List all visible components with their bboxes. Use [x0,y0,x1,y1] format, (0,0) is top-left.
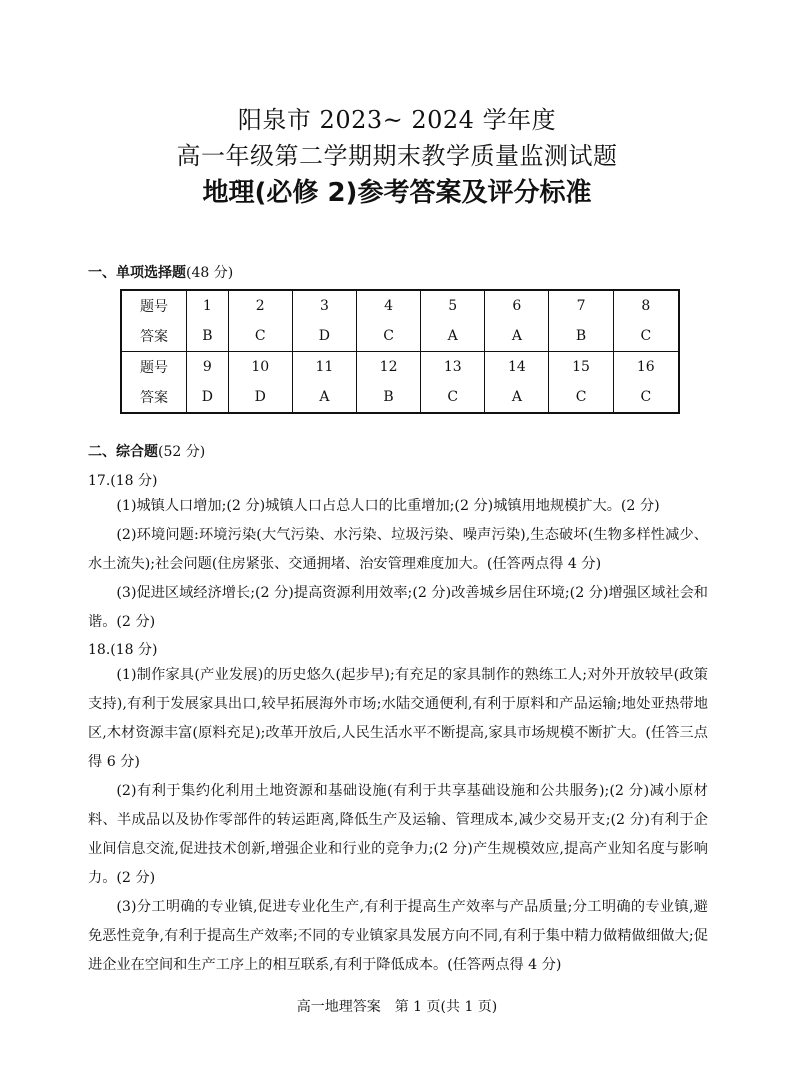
answer-cell: C [228,321,292,352]
question-number: 10 [228,352,292,383]
question-number: 16 [613,352,679,383]
exam-title: 高一年级第二学期期末教学质量监测试题 [176,142,618,170]
answer-cell: B [549,321,613,352]
answer-cell: A [421,321,485,352]
question-number: 11 [292,352,356,383]
q17-heading: 17.(18 分) [88,473,158,489]
question-number: 12 [357,352,421,383]
section2-score: (52 分) [158,444,206,460]
question-number: 13 [421,352,485,383]
row-label-answer: 答案 [140,390,168,406]
question-number: 1 [187,290,229,321]
answer-cell: B [187,321,229,352]
row-label-question: 题号 [140,299,168,315]
section1-label: 一、单项选择题 [88,265,186,281]
exam-region-year: 阳泉市 2023~ 2024 学年度 [237,106,557,134]
q18-heading: 18.(18 分) [88,642,158,658]
page-footer: 高一地理答案 第 1 页(共 1 页) [296,999,498,1015]
answer-cell: C [421,382,485,413]
section1-score: (48 分) [186,265,234,281]
table-row-answers-1 [121,321,679,352]
question-number: 8 [613,290,679,321]
answer-cell: D [228,382,292,413]
answer-cell: C [549,382,613,413]
table-row-answers-2 [121,382,679,413]
question-number: 6 [485,290,549,321]
document-title: 地理(必修 2)参考答案及评分标准 [202,178,592,208]
section2-label: 二、综合题 [88,444,158,460]
answer-cell: B [357,382,421,413]
question-number: 7 [549,290,613,321]
question-number: 14 [485,352,549,383]
section1-heading [88,262,233,282]
q17-answer-1: (1)城镇人口增加;(2 分)城镇人口占总人口的比重增加;(2 分)城镇用地规模扩大。(2 分) [116,498,660,514]
q17-answer-2: (2)环境问题:环境污染(大气污染、水污染、垃圾污染、噪声污染),生态破坏(生物多样性减少、水土流失);社会问题(住房紧张、交通拥堵、治安管理难度加大。(任答两点得 4 分) [88,527,708,572]
q18-answer-2: (2)有利于集约化利用土地资源和基础设施(有利于共享基础设施和公共服务);(2 分)减小原材料、半成品以及协作零部件的转运距离,降低生产及运输、管理成本,减少交易开支;(2 分)有利于企业间信息交流,促进技术创新,增强企业和行业的竞争力;(2 分)产生规模效应,提高产业知名度与影响力。(2 分) [88,783,708,886]
answer-cell: A [485,321,549,352]
answer-table [120,289,680,414]
table-row-numbers-1 [121,290,679,321]
q18-answer-3: (3)分工明确的专业镇,促进专业化生产,有利于提高生产效率与产品质量;分工明确的专业镇,避免恶性竞争,有利于提高生产效率;不同的专业镇家具发展方向不同,有利于集中精力做精做细做大;促进企业在空间和生产工序上的相互联系,有利于降低成本。(任答两点得 4 分) [88,899,708,973]
q18-answer-1: (1)制作家具(产业发展)的历史悠久(起步早);有充足的家具制作的熟练工人;对外开放较早(政策支持),有利于发展家具出口,较早拓展海外市场;水陆交通便利,有利于原料和产品运输;地处亚热带地区,木材资源丰富(原料充足);改革开放后,人民生活水平不断提高,家具市场规模不断扩大。(任答三点得 6 分) [88,667,708,770]
question-number: 15 [549,352,613,383]
answer-cell: C [613,321,679,352]
answer-cell: C [613,382,679,413]
answer-cell: C [357,321,421,352]
answer-cell: A [292,382,356,413]
section2-heading [88,441,205,461]
question-number: 5 [421,290,485,321]
row-label-question: 题号 [140,360,168,376]
table-row-numbers-2 [121,352,679,383]
question-number: 9 [187,352,229,383]
answer-cell: D [187,382,229,413]
q17-answer-3: (3)促进区域经济增长;(2 分)提高资源利用效率;(2 分)改善城乡居住环境;(2 分)增强区域社会和谐。(2 分) [88,585,708,630]
question-number: 4 [357,290,421,321]
answer-cell: D [292,321,356,352]
question-number: 3 [292,290,356,321]
answer-cell: A [485,382,549,413]
row-label-answer: 答案 [121,321,187,352]
question-number: 2 [228,290,292,321]
